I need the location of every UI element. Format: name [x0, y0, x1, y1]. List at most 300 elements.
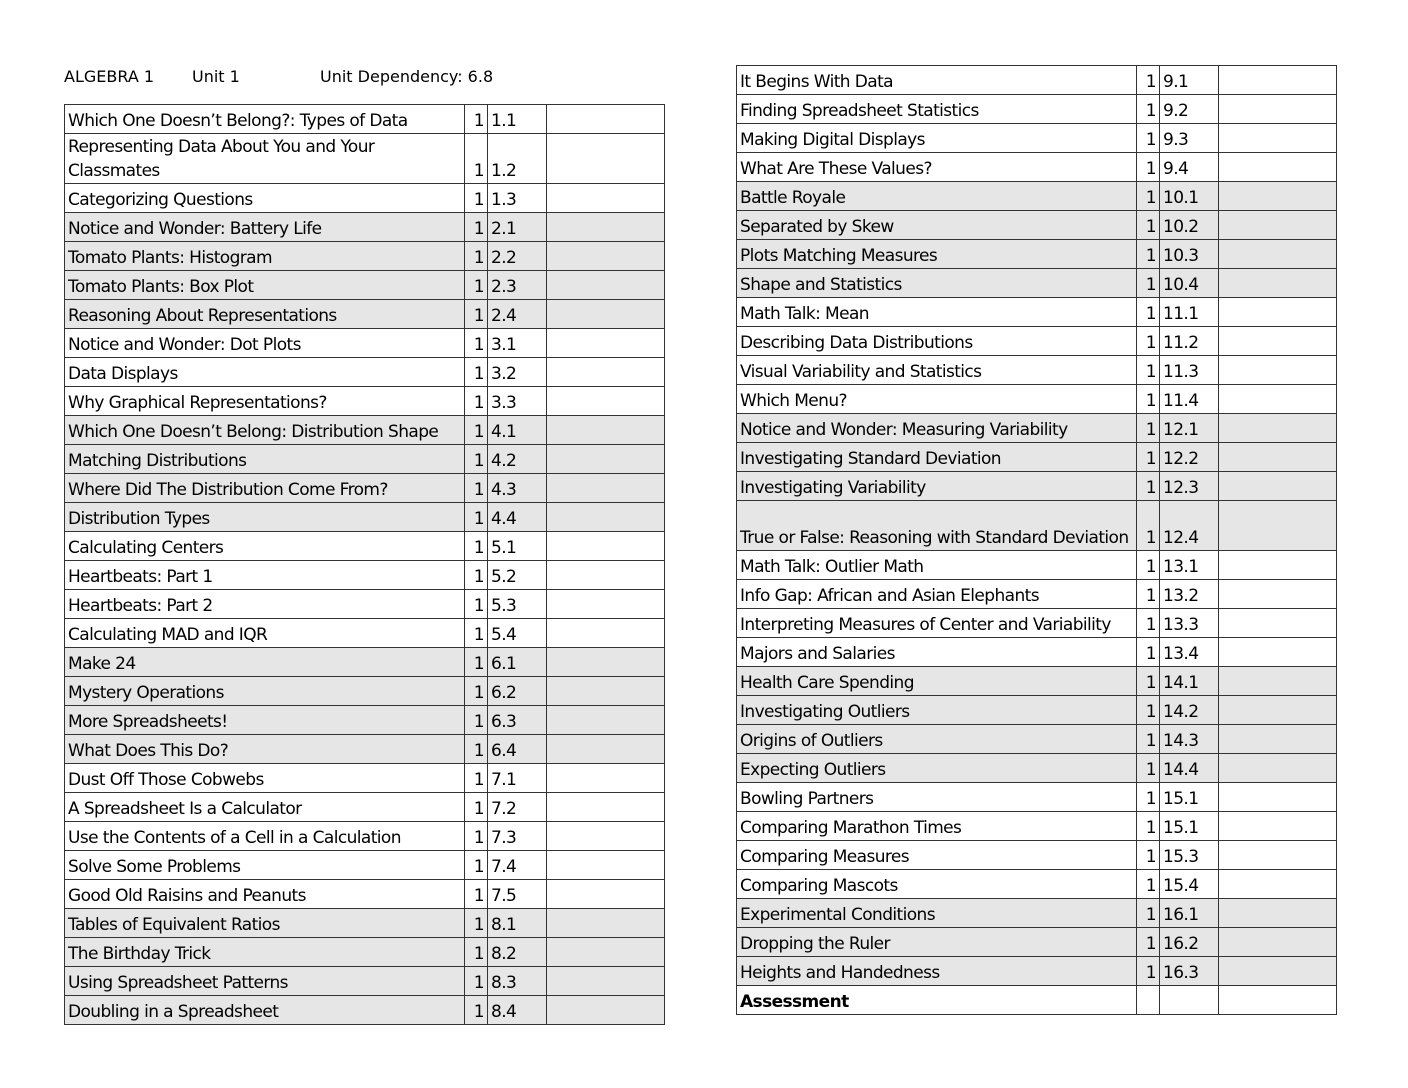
- unit-number-cell: 1: [465, 764, 488, 793]
- unit-number-cell: 1: [465, 387, 488, 416]
- unit-number-cell: 1: [465, 967, 488, 996]
- unit-number-cell: 1: [1137, 841, 1160, 870]
- lesson-title-cell: True or False: Reasoning with Standard Deviation: [737, 501, 1137, 551]
- unit-number-cell: 1: [1137, 928, 1160, 957]
- table-row: [737, 725, 1337, 754]
- lesson-title-cell: Comparing Marathon Times: [737, 812, 1137, 841]
- lesson-title-cell: Investigating Standard Deviation: [737, 443, 1137, 472]
- table-row: [737, 443, 1337, 472]
- lesson-number-cell: 3.3: [488, 387, 547, 416]
- unit-number-cell: 1: [465, 648, 488, 677]
- table-row: [737, 66, 1337, 95]
- notes-cell: [1219, 472, 1337, 501]
- lesson-title-cell: Experimental Conditions: [737, 899, 1137, 928]
- lesson-title-cell: Separated by Skew: [737, 211, 1137, 240]
- table-row: [65, 329, 665, 358]
- lesson-number-cell: 12.1: [1160, 414, 1219, 443]
- notes-cell: [547, 503, 665, 532]
- lesson-title-cell: Info Gap: African and Asian Elephants: [737, 580, 1137, 609]
- lesson-title-cell: Solve Some Problems: [65, 851, 465, 880]
- notes-cell: [1219, 182, 1337, 211]
- notes-cell: [1219, 240, 1337, 269]
- table-row: [65, 242, 665, 271]
- lesson-title-cell: Which One Doesn’t Belong: Distribution Shape: [65, 416, 465, 445]
- notes-cell: [1219, 124, 1337, 153]
- lesson-title-cell: Doubling in a Spreadsheet: [65, 996, 465, 1025]
- unit-number-cell: 1: [1137, 609, 1160, 638]
- lesson-number-cell: 16.1: [1160, 899, 1219, 928]
- lesson-title-cell: Visual Variability and Statistics: [737, 356, 1137, 385]
- notes-cell: [547, 938, 665, 967]
- table-row: [65, 967, 665, 996]
- lesson-title-cell: Notice and Wonder: Dot Plots: [65, 329, 465, 358]
- lesson-number-cell: 9.1: [1160, 66, 1219, 95]
- notes-cell: [547, 706, 665, 735]
- notes-cell: [547, 387, 665, 416]
- notes-cell: [547, 184, 665, 213]
- lesson-number-cell: 5.3: [488, 590, 547, 619]
- notes-cell: [547, 648, 665, 677]
- lesson-number-cell: 4.3: [488, 474, 547, 503]
- notes-cell: [1219, 298, 1337, 327]
- lesson-title-cell: Health Care Spending: [737, 667, 1137, 696]
- unit-number-cell: 1: [465, 358, 488, 387]
- lesson-number-cell: 4.1: [488, 416, 547, 445]
- lesson-title-cell: Categorizing Questions: [65, 184, 465, 213]
- notes-cell: [547, 735, 665, 764]
- table-row: [65, 134, 665, 184]
- lesson-title-cell: Battle Royale: [737, 182, 1137, 211]
- table-row: [65, 416, 665, 445]
- lesson-title-cell: Using Spreadsheet Patterns: [65, 967, 465, 996]
- lesson-number-cell: 3.1: [488, 329, 547, 358]
- table-row: [65, 300, 665, 329]
- lesson-title-cell: Make 24: [65, 648, 465, 677]
- unit-number-cell: 1: [465, 300, 488, 329]
- unit-number-cell: 1: [1137, 443, 1160, 472]
- lesson-number-cell: 5.4: [488, 619, 547, 648]
- unit-number-cell: 1: [1137, 298, 1160, 327]
- notes-cell: [1219, 841, 1337, 870]
- lesson-title-cell: More Spreadsheets!: [65, 706, 465, 735]
- lesson-number-cell: 9.3: [1160, 124, 1219, 153]
- unit-number-cell: 1: [465, 416, 488, 445]
- lesson-title-cell: Comparing Mascots: [737, 870, 1137, 899]
- unit-number-cell: 1: [465, 619, 488, 648]
- unit-number-cell: 1: [1137, 899, 1160, 928]
- notes-cell: [547, 532, 665, 561]
- notes-cell: [547, 590, 665, 619]
- table-row: [65, 735, 665, 764]
- table-row: [737, 928, 1337, 957]
- unit-number-cell: 1: [465, 938, 488, 967]
- unit-number-cell: 1: [1137, 240, 1160, 269]
- lesson-number-cell: 10.4: [1160, 269, 1219, 298]
- lesson-title-cell: Calculating MAD and IQR: [65, 619, 465, 648]
- table-row: [65, 503, 665, 532]
- table-row: [737, 269, 1337, 298]
- lesson-number-cell: 7.3: [488, 822, 547, 851]
- notes-cell: [547, 619, 665, 648]
- lesson-title-cell: Tomato Plants: Box Plot: [65, 271, 465, 300]
- lesson-title-cell: Assessment: [737, 986, 1137, 1015]
- table-row: [65, 648, 665, 677]
- table-row: [737, 783, 1337, 812]
- notes-cell: [1219, 754, 1337, 783]
- unit-number-cell: 1: [465, 822, 488, 851]
- unit-number-cell: 1: [1137, 551, 1160, 580]
- table-row: [65, 474, 665, 503]
- table-row: [65, 590, 665, 619]
- notes-cell: [547, 851, 665, 880]
- lesson-title-cell: Data Displays: [65, 358, 465, 387]
- unit-number-cell: 1: [465, 445, 488, 474]
- table-row: [737, 986, 1337, 1015]
- lesson-number-cell: 14.2: [1160, 696, 1219, 725]
- lesson-number-cell: 6.4: [488, 735, 547, 764]
- table-row: [737, 638, 1337, 667]
- notes-cell: [1219, 95, 1337, 124]
- unit-number-cell: 1: [1137, 66, 1160, 95]
- table-row: [65, 105, 665, 134]
- lesson-number-cell: 8.4: [488, 996, 547, 1025]
- course-title: ALGEBRA 1: [64, 67, 155, 86]
- table-row: [737, 414, 1337, 443]
- unit-dependency: Unit Dependency: 6.8: [320, 67, 494, 86]
- lesson-number-cell: 2.1: [488, 213, 547, 242]
- table-row: [737, 153, 1337, 182]
- table-row: [65, 445, 665, 474]
- lesson-number-cell: 5.1: [488, 532, 547, 561]
- table-row: [65, 793, 665, 822]
- lesson-number-cell: 11.2: [1160, 327, 1219, 356]
- notes-cell: [1219, 986, 1337, 1015]
- lesson-number-cell: 14.3: [1160, 725, 1219, 754]
- lesson-title-cell: Tables of Equivalent Ratios: [65, 909, 465, 938]
- lesson-title-cell: Math Talk: Mean: [737, 298, 1137, 327]
- lesson-number-cell: 7.2: [488, 793, 547, 822]
- table-row: [737, 501, 1337, 551]
- table-row: [737, 870, 1337, 899]
- lesson-number-cell: 15.1: [1160, 812, 1219, 841]
- unit-number-cell: 1: [465, 271, 488, 300]
- lesson-number-cell: 6.1: [488, 648, 547, 677]
- table-row: [65, 271, 665, 300]
- notes-cell: [1219, 327, 1337, 356]
- table-row: [65, 184, 665, 213]
- table-row: [737, 696, 1337, 725]
- lesson-number-cell: 13.4: [1160, 638, 1219, 667]
- lesson-title-cell: Expecting Outliers: [737, 754, 1137, 783]
- unit-number-cell: 1: [465, 706, 488, 735]
- unit-number-cell: 1: [465, 880, 488, 909]
- unit-number-cell: 1: [1137, 472, 1160, 501]
- lesson-table-right: [736, 65, 1337, 1015]
- table-row: [737, 240, 1337, 269]
- notes-cell: [1219, 725, 1337, 754]
- lesson-number-cell: 10.2: [1160, 211, 1219, 240]
- lesson-title-cell: Which Menu?: [737, 385, 1137, 414]
- lesson-title-cell: Which One Doesn’t Belong?: Types of Data: [65, 105, 465, 134]
- unit-number-cell: 1: [465, 561, 488, 590]
- notes-cell: [547, 677, 665, 706]
- table-row: [65, 561, 665, 590]
- table-row: [737, 580, 1337, 609]
- lesson-title-cell: Distribution Types: [65, 503, 465, 532]
- lesson-number-cell: 12.2: [1160, 443, 1219, 472]
- unit-number-cell: 1: [465, 735, 488, 764]
- table-row: [65, 938, 665, 967]
- lesson-number-cell: 15.1: [1160, 783, 1219, 812]
- table-row: [65, 619, 665, 648]
- notes-cell: [1219, 580, 1337, 609]
- lesson-title-cell: The Birthday Trick: [65, 938, 465, 967]
- table-row: [65, 387, 665, 416]
- notes-cell: [1219, 356, 1337, 385]
- table-row: [737, 812, 1337, 841]
- notes-cell: [547, 105, 665, 134]
- lesson-title-cell: Heartbeats: Part 2: [65, 590, 465, 619]
- lesson-number-cell: 2.2: [488, 242, 547, 271]
- notes-cell: [1219, 501, 1337, 551]
- lesson-number-cell: 2.4: [488, 300, 547, 329]
- lesson-title-cell: Interpreting Measures of Center and Variability: [737, 609, 1137, 638]
- lesson-number-cell: 14.4: [1160, 754, 1219, 783]
- table-row: [737, 327, 1337, 356]
- lesson-title-cell: Making Digital Displays: [737, 124, 1137, 153]
- unit-number-cell: 1: [1137, 870, 1160, 899]
- lesson-number-cell: 16.3: [1160, 957, 1219, 986]
- notes-cell: [547, 822, 665, 851]
- table-row: [65, 909, 665, 938]
- unit-number-cell: 1: [1137, 580, 1160, 609]
- lesson-number-cell: 11.3: [1160, 356, 1219, 385]
- unit-number-cell: 1: [1137, 124, 1160, 153]
- unit-number-cell: 1: [1137, 957, 1160, 986]
- unit-number-cell: 1: [1137, 385, 1160, 414]
- lesson-title-cell: Origins of Outliers: [737, 725, 1137, 754]
- lesson-number-cell: 6.3: [488, 706, 547, 735]
- lesson-number-cell: 10.3: [1160, 240, 1219, 269]
- unit-number-cell: 1: [1137, 95, 1160, 124]
- unit-number-cell: 1: [1137, 754, 1160, 783]
- unit-number-cell: 1: [1137, 812, 1160, 841]
- notes-cell: [547, 271, 665, 300]
- unit-number-cell: 1: [465, 996, 488, 1025]
- lesson-number-cell: 1.2: [488, 134, 547, 184]
- table-row: [737, 95, 1337, 124]
- unit-number-cell: 1: [465, 105, 488, 134]
- notes-cell: [547, 909, 665, 938]
- unit-number-cell: 1: [465, 793, 488, 822]
- lesson-number-cell: 9.4: [1160, 153, 1219, 182]
- lesson-number-cell: 11.1: [1160, 298, 1219, 327]
- lesson-number-cell: 15.3: [1160, 841, 1219, 870]
- lesson-title-cell: Describing Data Distributions: [737, 327, 1137, 356]
- lesson-title-cell: Notice and Wonder: Battery Life: [65, 213, 465, 242]
- table-row: [737, 841, 1337, 870]
- notes-cell: [547, 880, 665, 909]
- lesson-title-cell: Investigating Variability: [737, 472, 1137, 501]
- notes-cell: [547, 329, 665, 358]
- notes-cell: [547, 474, 665, 503]
- notes-cell: [1219, 609, 1337, 638]
- lesson-number-cell: 1.1: [488, 105, 547, 134]
- unit-number-cell: 1: [465, 474, 488, 503]
- lesson-title-cell: Why Graphical Representations?: [65, 387, 465, 416]
- lesson-title-cell: Finding Spreadsheet Statistics: [737, 95, 1137, 124]
- notes-cell: [1219, 385, 1337, 414]
- lesson-title-cell: It Begins With Data: [737, 66, 1137, 95]
- notes-cell: [1219, 211, 1337, 240]
- lesson-title-cell: Dropping the Ruler: [737, 928, 1137, 957]
- unit-number-cell: 1: [1137, 725, 1160, 754]
- table-row: [737, 124, 1337, 153]
- notes-cell: [1219, 66, 1337, 95]
- unit-number-cell: 1: [1137, 153, 1160, 182]
- table-row: [65, 880, 665, 909]
- lesson-title-cell: Math Talk: Outlier Math: [737, 551, 1137, 580]
- table-row: [737, 609, 1337, 638]
- lesson-title-cell: Plots Matching Measures: [737, 240, 1137, 269]
- lesson-number-cell: 4.4: [488, 503, 547, 532]
- unit-number-cell: 1: [465, 134, 488, 184]
- table-row: [65, 706, 665, 735]
- lesson-title-cell: Representing Data About You and Your Classmates: [65, 134, 465, 184]
- lesson-title-cell: Reasoning About Representations: [65, 300, 465, 329]
- unit-label: Unit 1: [192, 67, 240, 86]
- unit-number-cell: 1: [465, 213, 488, 242]
- lesson-title-cell: Dust Off Those Cobwebs: [65, 764, 465, 793]
- lesson-number-cell: 15.4: [1160, 870, 1219, 899]
- table-row: [65, 358, 665, 387]
- notes-cell: [547, 967, 665, 996]
- table-row: [65, 822, 665, 851]
- unit-number-cell: 1: [465, 909, 488, 938]
- lesson-number-cell: 1.3: [488, 184, 547, 213]
- table-row: [737, 356, 1337, 385]
- unit-number-cell: 1: [1137, 414, 1160, 443]
- unit-number-cell: 1: [465, 677, 488, 706]
- unit-number-cell: 1: [1137, 182, 1160, 211]
- lesson-title-cell: Comparing Measures: [737, 841, 1137, 870]
- unit-number-cell: 1: [1137, 269, 1160, 298]
- lesson-table-left: [64, 104, 665, 1025]
- unit-number-cell: 1: [1137, 696, 1160, 725]
- notes-cell: [547, 300, 665, 329]
- table-row: [737, 754, 1337, 783]
- unit-number-cell: 1: [1137, 667, 1160, 696]
- notes-cell: [1219, 696, 1337, 725]
- lesson-number-cell: 14.1: [1160, 667, 1219, 696]
- notes-cell: [1219, 870, 1337, 899]
- table-row: [737, 957, 1337, 986]
- notes-cell: [547, 416, 665, 445]
- lesson-title-cell: Matching Distributions: [65, 445, 465, 474]
- lesson-number-cell: 16.2: [1160, 928, 1219, 957]
- notes-cell: [1219, 269, 1337, 298]
- lesson-title-cell: Heights and Handedness: [737, 957, 1137, 986]
- notes-cell: [547, 358, 665, 387]
- lesson-number-cell: 13.2: [1160, 580, 1219, 609]
- notes-cell: [1219, 443, 1337, 472]
- notes-cell: [547, 793, 665, 822]
- unit-number-cell: 1: [465, 532, 488, 561]
- table-row: [65, 996, 665, 1025]
- table-row: [737, 472, 1337, 501]
- table-row: [65, 851, 665, 880]
- table-row: [737, 385, 1337, 414]
- lesson-title-cell: What Does This Do?: [65, 735, 465, 764]
- table-row: [65, 677, 665, 706]
- table-row: [737, 182, 1337, 211]
- unit-number-cell: [1137, 986, 1160, 1015]
- unit-number-cell: 1: [465, 503, 488, 532]
- lesson-number-cell: 2.3: [488, 271, 547, 300]
- lesson-number-cell: 9.2: [1160, 95, 1219, 124]
- notes-cell: [547, 134, 665, 184]
- lesson-title-cell: Majors and Salaries: [737, 638, 1137, 667]
- notes-cell: [1219, 899, 1337, 928]
- lesson-number-cell: 4.2: [488, 445, 547, 474]
- table-row: [65, 213, 665, 242]
- unit-number-cell: 1: [465, 242, 488, 271]
- notes-cell: [1219, 638, 1337, 667]
- unit-number-cell: 1: [1137, 638, 1160, 667]
- unit-number-cell: 1: [1137, 211, 1160, 240]
- lesson-number-cell: 8.1: [488, 909, 547, 938]
- lesson-title-cell: What Are These Values?: [737, 153, 1137, 182]
- lesson-title-cell: Notice and Wonder: Measuring Variability: [737, 414, 1137, 443]
- notes-cell: [547, 445, 665, 474]
- notes-cell: [1219, 957, 1337, 986]
- unit-number-cell: 1: [465, 329, 488, 358]
- table-row: [737, 667, 1337, 696]
- lesson-number-cell: [1160, 986, 1219, 1015]
- lesson-number-cell: 7.4: [488, 851, 547, 880]
- lesson-number-cell: 10.1: [1160, 182, 1219, 211]
- unit-number-cell: 1: [465, 184, 488, 213]
- table-row: [65, 532, 665, 561]
- lesson-title-cell: Heartbeats: Part 1: [65, 561, 465, 590]
- table-row: [737, 298, 1337, 327]
- lesson-title-cell: A Spreadsheet Is a Calculator: [65, 793, 465, 822]
- lesson-number-cell: 5.2: [488, 561, 547, 590]
- notes-cell: [547, 996, 665, 1025]
- lesson-number-cell: 12.3: [1160, 472, 1219, 501]
- lesson-title-cell: Where Did The Distribution Come From?: [65, 474, 465, 503]
- lesson-title-cell: Calculating Centers: [65, 532, 465, 561]
- lesson-number-cell: 13.1: [1160, 551, 1219, 580]
- lesson-title-cell: Tomato Plants: Histogram: [65, 242, 465, 271]
- unit-number-cell: 1: [465, 590, 488, 619]
- lesson-number-cell: 3.2: [488, 358, 547, 387]
- table-row: [737, 211, 1337, 240]
- lesson-number-cell: 7.5: [488, 880, 547, 909]
- notes-cell: [1219, 928, 1337, 957]
- notes-cell: [547, 764, 665, 793]
- lesson-number-cell: 6.2: [488, 677, 547, 706]
- notes-cell: [1219, 667, 1337, 696]
- lesson-number-cell: 7.1: [488, 764, 547, 793]
- notes-cell: [1219, 783, 1337, 812]
- table-row: [737, 899, 1337, 928]
- lesson-number-cell: 11.4: [1160, 385, 1219, 414]
- notes-cell: [1219, 153, 1337, 182]
- notes-cell: [547, 561, 665, 590]
- unit-number-cell: 1: [1137, 783, 1160, 812]
- lesson-title-cell: Use the Contents of a Cell in a Calculation: [65, 822, 465, 851]
